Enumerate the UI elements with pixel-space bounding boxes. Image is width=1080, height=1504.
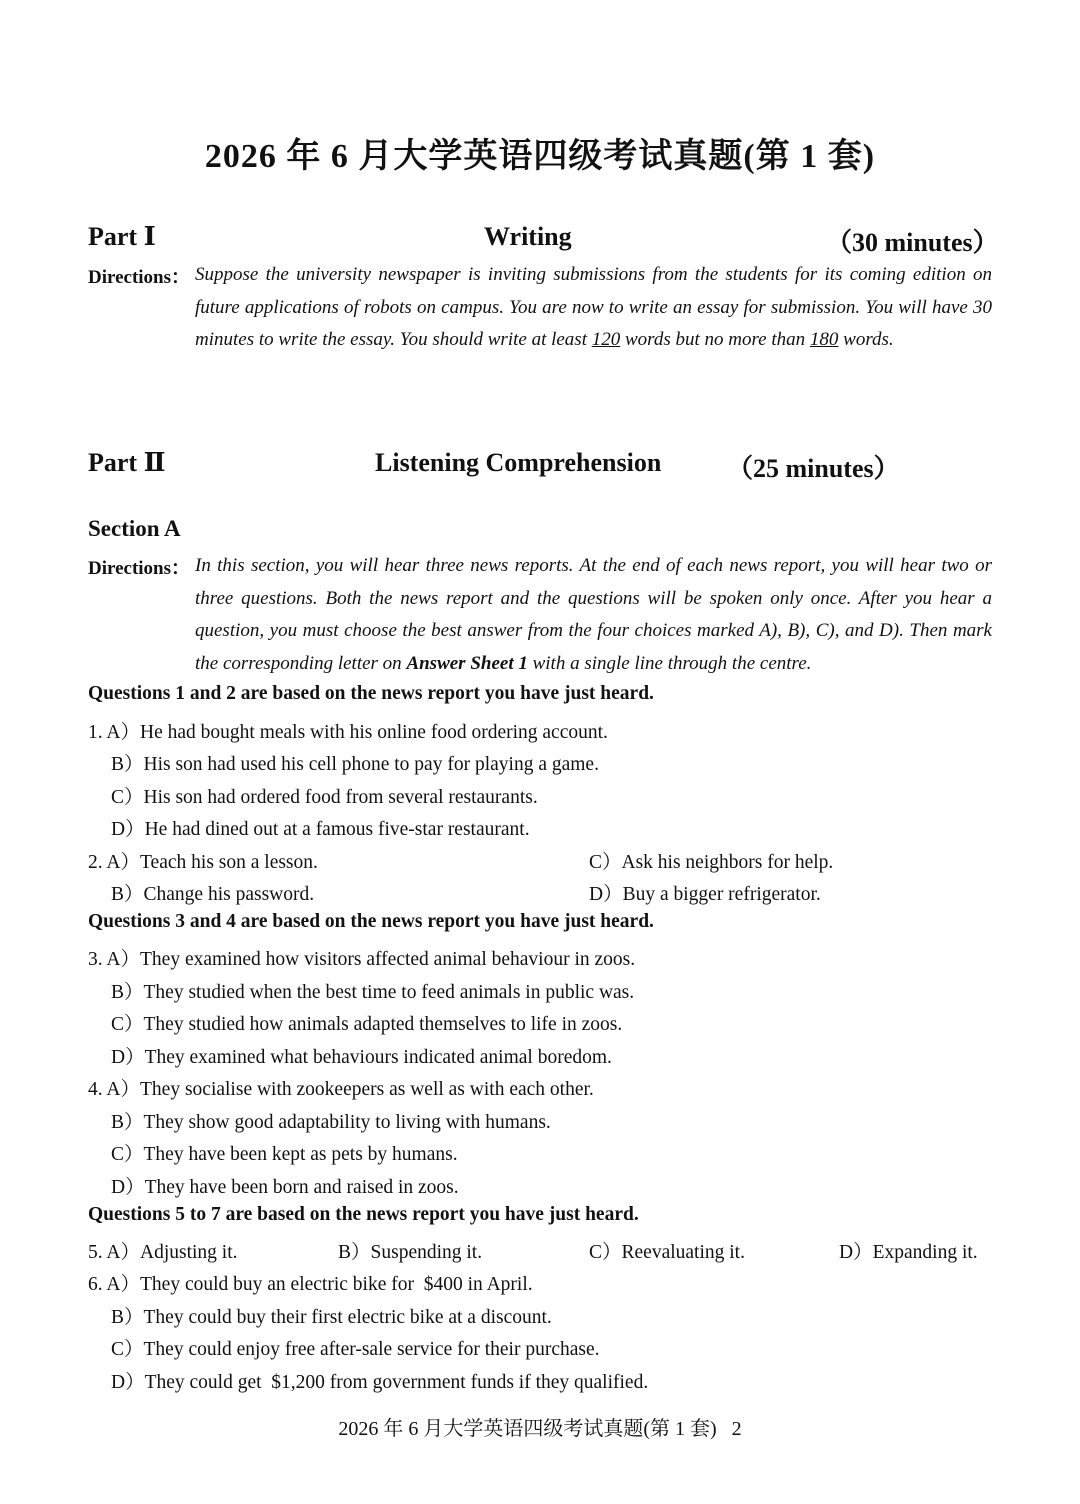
q2-option-d: D）Buy a bigger refrigerator. (589, 884, 821, 905)
q6-option-d: D）They could get $1,200 from government funds if they qualified. (111, 1372, 649, 1393)
q3-option-a: 3. A）They examined how visitors affected animal behaviour in zoos. (88, 949, 636, 970)
part2-directions-label: Directions： (88, 558, 191, 579)
part2-label: Part Ⅱ (88, 448, 166, 477)
part1-title: Writing (484, 222, 572, 251)
part1-directions: Suppose the university newspaper is inviting submissions from the students for its coming edition on future applications of robots on campus. You are now to write an essay for submission. You will have 30 minutes to write the essay. You should write at least 120 words but no more than 180 words. (195, 264, 992, 350)
part2-directions: In this section, you will hear three news reports. At the end of each news report, you will hear two or three questions. Both the news report and the questions will be spoken only once. After you hear a question, you must choose the best answer from the four choices marked A), B), C), and D). Then mark the corresponding letter on Answer Sheet 1 with a single line through the centre. (195, 555, 992, 674)
part1-directions-label: Directions： (88, 267, 191, 288)
part2-title: Listening Comprehension (375, 448, 662, 477)
q5-option-a: 5. A）Adjusting it. (88, 1242, 238, 1263)
q3-option-b: B）They studied when the best time to feed animals in public was. (111, 982, 635, 1003)
q6-option-a: 6. A）They could buy an electric bike for $400 in April. (88, 1274, 533, 1295)
part1-time: （30 minutes） (826, 228, 999, 257)
q6-option-c: C）They could enjoy free after-sale service for their purchase. (111, 1339, 600, 1360)
section-a-title: Section A (88, 516, 181, 541)
q2-option-b: B）Change his password. (111, 884, 315, 905)
page-footer: 2026 年 6 月大学英语四级考试真题(第 1 套) 2 (338, 1418, 742, 1440)
question-group-header: Questions 1 and 2 are based on the news report you have just heard. (88, 683, 654, 704)
q1-option-a: 1. A）He had bought meals with his online food ordering account. (88, 722, 608, 743)
q5-option-b: B）Suspending it. (338, 1242, 483, 1263)
q5-option-c: C）Reevaluating it. (589, 1242, 745, 1263)
page-title: 2026 年 6 月大学英语四级考试真题(第 1 套) (204, 138, 876, 175)
q4-option-c: C）They have been kept as pets by humans. (111, 1144, 458, 1165)
q4-option-d: D）They have been born and raised in zoos. (111, 1177, 459, 1198)
q2-option-a: 2. A）Teach his son a lesson. (88, 852, 318, 873)
q6-option-b: B）They could buy their first electric bike at a discount. (111, 1307, 552, 1328)
q1-option-c: C）His son had ordered food from several restaurants. (111, 787, 538, 808)
q2-option-c: C）Ask his neighbors for help. (589, 852, 834, 873)
q1-option-b: B）His son had used his cell phone to pay for playing a game. (111, 754, 599, 775)
q4-option-a: 4. A）They socialise with zookeepers as well as with each other. (88, 1079, 594, 1100)
q1-option-d: D）He had dined out at a famous five-star restaurant. (111, 819, 530, 840)
q5-option-d: D）Expanding it. (839, 1242, 978, 1263)
part1-label: Part Ⅰ (88, 222, 156, 251)
question-group-header: Questions 5 to 7 are based on the news report you have just heard. (88, 1204, 639, 1225)
q3-option-d: D）They examined what behaviours indicated animal boredom. (111, 1047, 612, 1068)
q4-option-b: B）They show good adaptability to living with humans. (111, 1112, 551, 1133)
q3-option-c: C）They studied how animals adapted themselves to life in zoos. (111, 1014, 623, 1035)
question-group-header: Questions 3 and 4 are based on the news report you have just heard. (88, 911, 654, 932)
part2-time: （25 minutes） (727, 454, 900, 483)
